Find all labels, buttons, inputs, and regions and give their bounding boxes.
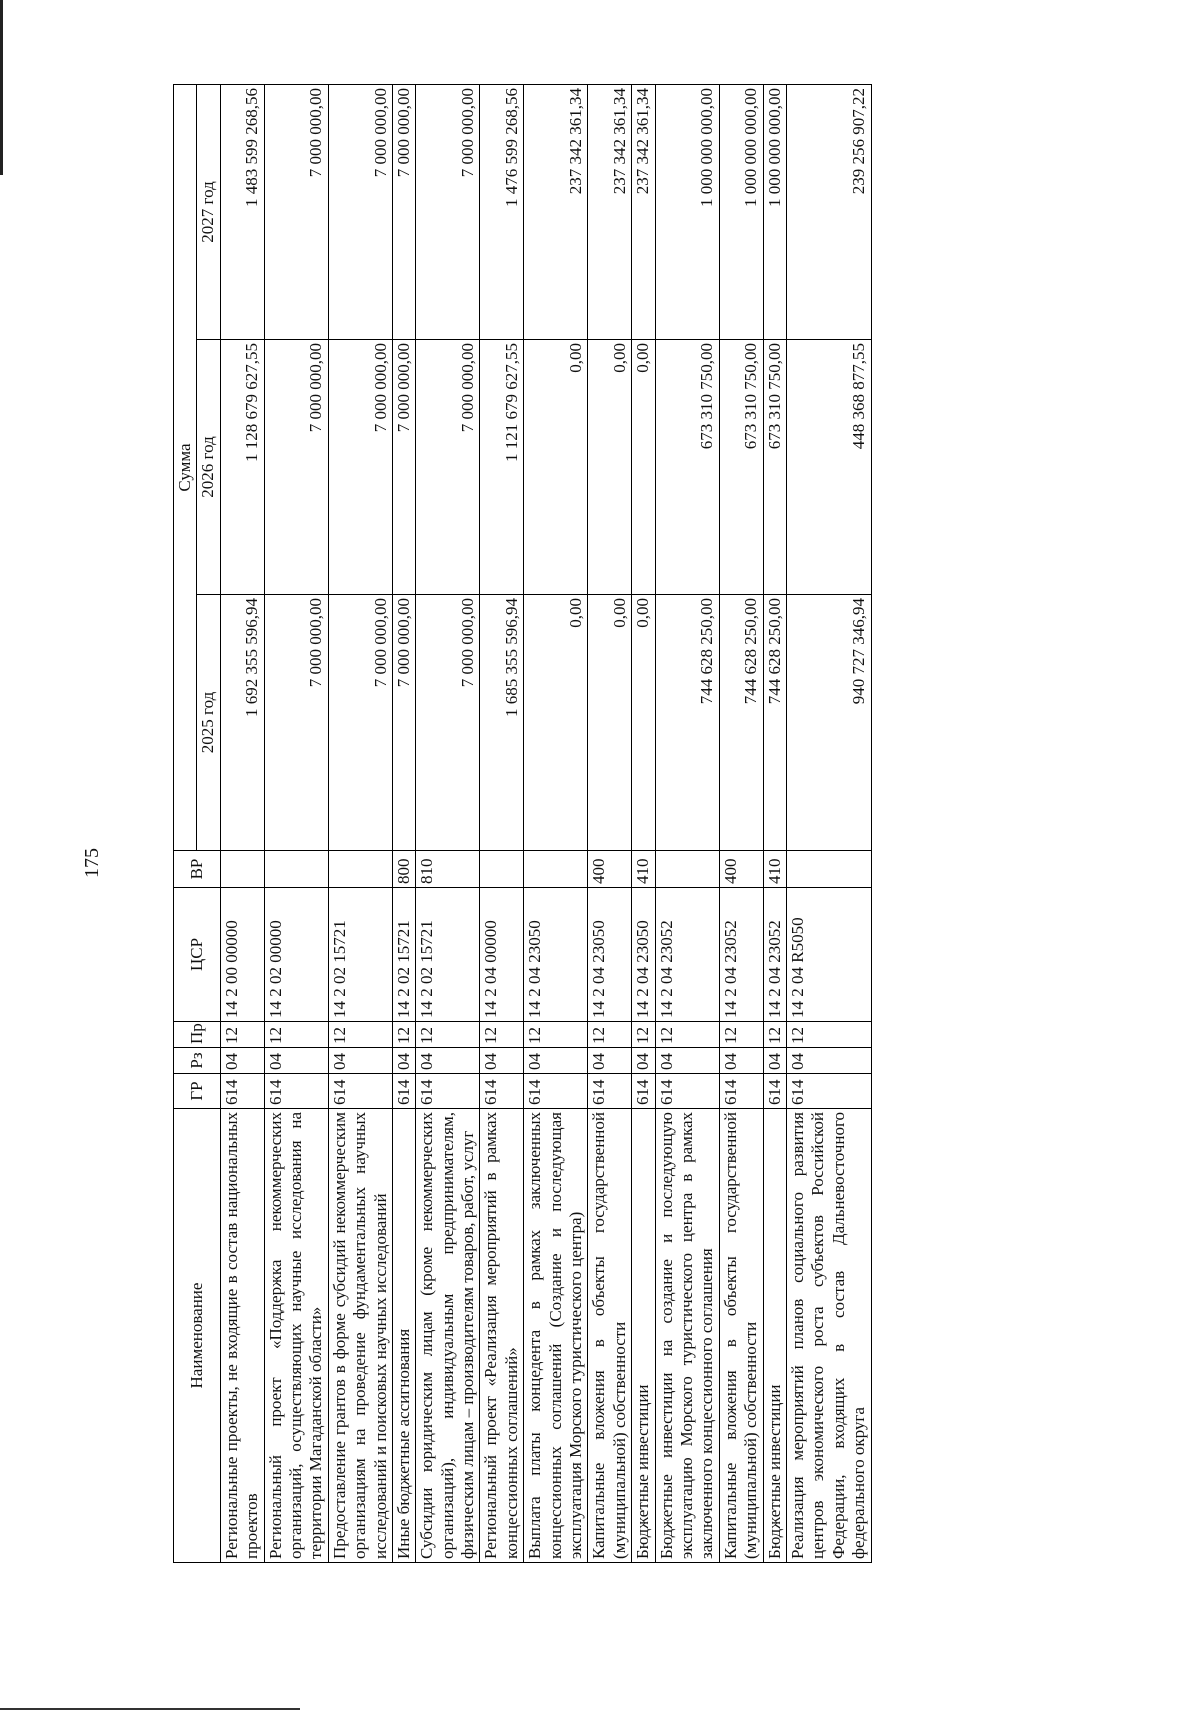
vr-cell: [480, 851, 524, 888]
scan-edge-mark: [0, 0, 3, 175]
header-sum: Сумма: [174, 84, 197, 850]
rz-cell: 04: [763, 1048, 786, 1074]
amount-2025-cell: 7 000 000,00: [328, 595, 392, 851]
rz-cell: 04: [524, 1048, 588, 1074]
gr-cell: 614: [524, 1074, 588, 1109]
gr-cell: 614: [328, 1074, 392, 1109]
rz-cell: 04: [392, 1048, 415, 1074]
table-row: [786, 84, 871, 1562]
rz-cell: 04: [655, 1048, 719, 1074]
vr-cell: [524, 851, 588, 888]
vr-cell: 800: [392, 851, 415, 888]
table-row: [588, 84, 632, 1562]
name-cell: Региональный проект «Реализация мероприятий в рамках концессионных соглашений»: [480, 1109, 524, 1563]
rz-cell: 04: [786, 1048, 871, 1074]
amount-2027-cell: 239 256 907,22: [786, 84, 871, 339]
vr-cell: 410: [632, 851, 655, 888]
gr-cell: 614: [220, 1074, 264, 1109]
amount-2025-cell: 0,00: [632, 595, 655, 851]
rz-cell: 04: [480, 1048, 524, 1074]
name-cell: Субсидии юридическим лицам (кроме некоммерческих организаций), индивидуальным предпринимателям, физическим лицам – производителям товаров, работ, услуг: [416, 1109, 480, 1563]
csr-cell: 14 2 02 15721: [416, 888, 480, 1022]
csr-cell: 14 2 04 23052: [719, 888, 763, 1022]
pr-cell: 12: [328, 1022, 392, 1048]
vr-cell: 400: [588, 851, 632, 888]
amount-2026-cell: 1 121 679 627,55: [480, 340, 524, 595]
rz-cell: 04: [416, 1048, 480, 1074]
amount-2027-cell: 1 000 000 000,00: [655, 84, 719, 339]
rz-cell: 04: [719, 1048, 763, 1074]
amount-2026-cell: 673 310 750,00: [655, 340, 719, 595]
table-header-row: [174, 84, 197, 1562]
name-cell: Региональные проекты, не входящие в состав национальных проектов: [220, 1109, 264, 1563]
header-gr: ГР: [174, 1074, 221, 1109]
gr-cell: 614: [719, 1074, 763, 1109]
pr-cell: 12: [524, 1022, 588, 1048]
gr-cell: 614: [480, 1074, 524, 1109]
page-number: 175: [81, 848, 103, 878]
name-cell: Капитальные вложения в объекты государственной (муниципальной) собственности: [719, 1109, 763, 1563]
rz-cell: 04: [632, 1048, 655, 1074]
amount-2027-cell: 237 342 361,34: [632, 84, 655, 339]
rz-cell: 04: [588, 1048, 632, 1074]
amount-2026-cell: 673 310 750,00: [719, 340, 763, 595]
rz-cell: 04: [328, 1048, 392, 1074]
vr-cell: 810: [416, 851, 480, 888]
header-year-2025: 2025 год: [197, 595, 220, 851]
pr-cell: 12: [220, 1022, 264, 1048]
pr-cell: 12: [416, 1022, 480, 1048]
amount-2027-cell: 237 342 361,34: [524, 84, 588, 339]
vr-cell: [655, 851, 719, 888]
header-vr: ВР: [174, 851, 221, 888]
csr-cell: 14 2 04 00000: [480, 888, 524, 1022]
amount-2026-cell: 7 000 000,00: [416, 340, 480, 595]
amount-2027-cell: 237 342 361,34: [588, 84, 632, 339]
amount-2026-cell: 7 000 000,00: [392, 340, 415, 595]
table-row: [719, 84, 763, 1562]
csr-cell: 14 2 04 23050: [524, 888, 588, 1022]
csr-cell: 14 2 02 15721: [392, 888, 415, 1022]
rotated-page-content: [173, 85, 1065, 1563]
vr-cell: 410: [763, 851, 786, 888]
table-row: [328, 84, 392, 1562]
table-row: [655, 84, 719, 1562]
amount-2025-cell: 0,00: [524, 595, 588, 851]
table-row: [763, 84, 786, 1562]
csr-cell: 14 2 04 R5050: [786, 888, 871, 1022]
amount-2026-cell: 7 000 000,00: [264, 340, 328, 595]
csr-cell: 14 2 00 00000: [220, 888, 264, 1022]
table-row: [220, 84, 264, 1562]
vr-cell: 400: [719, 851, 763, 888]
amount-2025-cell: 940 727 346,94: [786, 595, 871, 851]
table-row: [416, 84, 480, 1562]
header-csr: ЦСР: [174, 888, 221, 1022]
amount-2027-cell: 7 000 000,00: [264, 84, 328, 339]
pr-cell: 12: [655, 1022, 719, 1048]
amount-2025-cell: 744 628 250,00: [763, 595, 786, 851]
amount-2025-cell: 744 628 250,00: [655, 595, 719, 851]
name-cell: Иные бюджетные ассигнования: [392, 1109, 415, 1563]
gr-cell: 614: [763, 1074, 786, 1109]
header-year-2027: 2027 год: [197, 84, 220, 339]
budget-table: [173, 84, 872, 1563]
pr-cell: 12: [480, 1022, 524, 1048]
vr-cell: [328, 851, 392, 888]
pr-cell: 12: [763, 1022, 786, 1048]
header-pr: Пр: [174, 1022, 221, 1048]
pr-cell: 12: [786, 1022, 871, 1048]
amount-2026-cell: 448 368 877,55: [786, 340, 871, 595]
header-name: Наименование: [174, 1109, 221, 1563]
vr-cell: [264, 851, 328, 888]
rz-cell: 04: [264, 1048, 328, 1074]
pr-cell: 12: [392, 1022, 415, 1048]
vr-cell: [220, 851, 264, 888]
header-rz: Рз: [174, 1048, 221, 1074]
amount-2027-cell: 1 476 599 268,56: [480, 84, 524, 339]
table-row: [480, 84, 524, 1562]
csr-cell: 14 2 04 23052: [763, 888, 786, 1022]
amount-2027-cell: 7 000 000,00: [416, 84, 480, 339]
name-cell: Капитальные вложения в объекты государственной (муниципальной) собственности: [588, 1109, 632, 1563]
amount-2027-cell: 7 000 000,00: [328, 84, 392, 339]
amount-2027-cell: 1 000 000 000,00: [719, 84, 763, 339]
pr-cell: 12: [588, 1022, 632, 1048]
amount-2026-cell: 673 310 750,00: [763, 340, 786, 595]
gr-cell: 614: [392, 1074, 415, 1109]
header-year-2026: 2026 год: [197, 340, 220, 595]
name-cell: Выплата платы концедента в рамках заключенных концессионных соглашений (Создание и последующая эксплуатация Морского туристического центра): [524, 1109, 588, 1563]
amount-2027-cell: 1 483 599 268,56: [220, 84, 264, 339]
amount-2025-cell: 0,00: [588, 595, 632, 851]
table-row: [524, 84, 588, 1562]
amount-2025-cell: 1 692 355 596,94: [220, 595, 264, 851]
name-cell: Бюджетные инвестиции на создание и последующую эксплуатацию Морского туристического центра в рамках заключенного концессионного соглашения: [655, 1109, 719, 1563]
pr-cell: 12: [264, 1022, 328, 1048]
csr-cell: 14 2 04 23050: [588, 888, 632, 1022]
amount-2026-cell: 0,00: [588, 340, 632, 595]
csr-cell: 14 2 02 00000: [264, 888, 328, 1022]
vr-cell: [786, 851, 871, 888]
pr-cell: 12: [719, 1022, 763, 1048]
rz-cell: 04: [220, 1048, 264, 1074]
name-cell: Предоставление грантов в форме субсидий некоммерческим организациям на проведение фундаментальных научных исследований и поисковых научных исследований: [328, 1109, 392, 1563]
gr-cell: 614: [416, 1074, 480, 1109]
gr-cell: 614: [786, 1074, 871, 1109]
amount-2026-cell: 1 128 679 627,55: [220, 340, 264, 595]
amount-2027-cell: 7 000 000,00: [392, 84, 415, 339]
amount-2026-cell: 7 000 000,00: [328, 340, 392, 595]
gr-cell: 614: [632, 1074, 655, 1109]
gr-cell: 614: [655, 1074, 719, 1109]
gr-cell: 614: [264, 1074, 328, 1109]
name-cell: Бюджетные инвестиции: [763, 1109, 786, 1563]
name-cell: Бюджетные инвестиции: [632, 1109, 655, 1563]
csr-cell: 14 2 04 23052: [655, 888, 719, 1022]
amount-2025-cell: 7 000 000,00: [264, 595, 328, 851]
amount-2025-cell: 7 000 000,00: [392, 595, 415, 851]
gr-cell: 614: [588, 1074, 632, 1109]
csr-cell: 14 2 04 23050: [632, 888, 655, 1022]
pr-cell: 12: [632, 1022, 655, 1048]
scan-edge-line: [0, 1708, 300, 1710]
amount-2025-cell: 1 685 355 596,94: [480, 595, 524, 851]
table-body: [220, 84, 871, 1562]
name-cell: Реализация мероприятий планов социального развития центров экономического роста субъектов Российской Федерации, входящих в состав Дальневосточного федерального округа: [786, 1109, 871, 1563]
amount-2026-cell: 0,00: [632, 340, 655, 595]
table-row: [264, 84, 328, 1562]
table-row: [632, 84, 655, 1562]
csr-cell: 14 2 02 15721: [328, 888, 392, 1022]
amount-2026-cell: 0,00: [524, 340, 588, 595]
name-cell: Региональный проект «Поддержка некоммерческих организаций, осуществляющих научные исследования на территории Магаданской области»: [264, 1109, 328, 1563]
amount-2025-cell: 744 628 250,00: [719, 595, 763, 851]
table-row: [392, 84, 415, 1562]
amount-2027-cell: 1 000 000 000,00: [763, 84, 786, 339]
amount-2025-cell: 7 000 000,00: [416, 595, 480, 851]
